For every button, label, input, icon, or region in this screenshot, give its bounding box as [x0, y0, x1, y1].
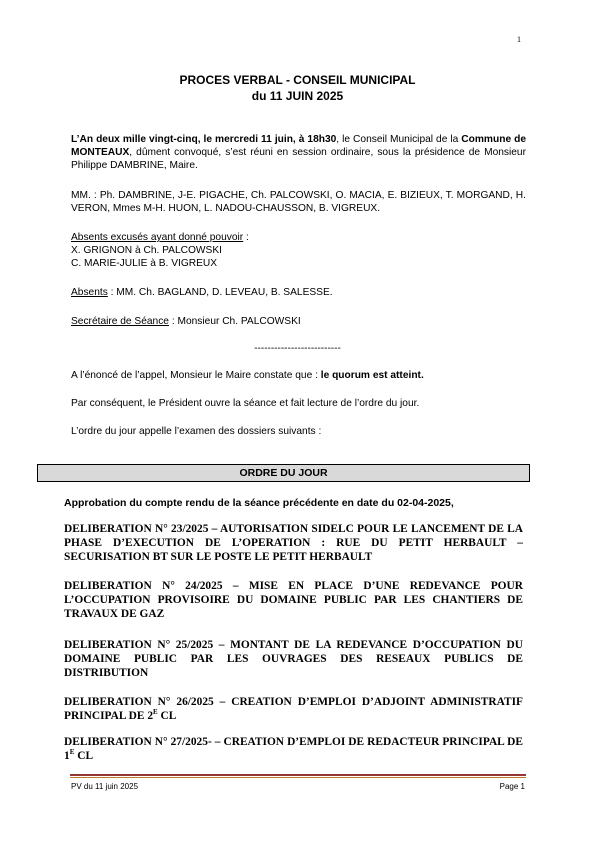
document-title [0, 72, 595, 104]
secretary-label: Secrétaire de Séance [71, 316, 169, 327]
agenda-item-23: DELIBERATION N° 23/2025 – AUTORISATION SIDELC POUR LE LANCEMENT DE LA PHASE D’EXECUTION DE L’OPERATION : RUE DU PETIT HERBAULT – SECURISATION BT SUR LE POSTE LE PETIT HERBAULT [64, 523, 523, 563]
agenda-item-27 [64, 735, 523, 763]
footer-rule-light [70, 777, 526, 778]
excused-colon: : [243, 232, 249, 243]
quorum-line [71, 369, 526, 382]
agenda-item-27-sup: E [69, 748, 75, 757]
agenda-item-26 [64, 695, 523, 723]
page-number: 1 [517, 35, 521, 44]
absents-line [71, 286, 526, 299]
absents-label: Absents [71, 287, 108, 298]
footer-right: Page 1 [499, 782, 525, 791]
absents-text: : MM. Ch. BAGLAND, D. LEVEAU, B. SALESSE. [107, 287, 333, 298]
excused-block [71, 231, 526, 270]
intro-date: L’An deux mille vingt-cinq, le mercredi 11 juin, à 18h30 [71, 134, 337, 145]
agenda-item-26-end: CL [157, 710, 177, 722]
title-line-2: du 11 JUIN 2025 [251, 89, 344, 103]
agenda-item-26-text: DELIBERATION N° 26/2025 – CREATION D’EMPLOI D’ADJOINT ADMINISTRATIF PRINCIPAL DE 2 [64, 696, 523, 722]
agenda-intro: L’ordre du jour appelle l’examen des dossiers suivants : [71, 426, 322, 437]
footer-left: PV du 11 juin 2025 [71, 782, 139, 791]
agenda-item-26-sup: E [153, 708, 158, 717]
intro-commune: Commune de MONTEAUX [71, 134, 526, 158]
secretary-line [71, 315, 526, 328]
agenda-item-24: DELIBERATION N° 24/2025 – MISE EN PLACE D’UNE REDEVANCE POUR L’OCCUPATION PROVISOIRE DU DOMAINE PUBLIC PAR LES CHANTIERS DE TRAVAUX DE GAZ [64, 580, 523, 620]
agenda-item-27-end: CL [74, 750, 94, 762]
ordre-du-jour-header: ORDRE DU JOUR [37, 464, 530, 482]
quorum-bold: le quorum est atteint. [320, 370, 424, 381]
intro-text-2: , dûment convoqué, s’est réuni en session ordinaire, sous la présidence de Monsieur Philippe DAMBRINE, Maire. [71, 147, 526, 171]
footer-rule-dark [70, 774, 526, 776]
agenda-item-27-text: DELIBERATION N° 27/2025- – CREATION D’EMPLOI DE REDACTEUR PRINCIPAL DE 1 [64, 736, 523, 762]
excused-label: Absents excusés ayant donné pouvoir [71, 232, 244, 243]
excused-line-1: X. GRIGNON à Ch. PALCOWSKI [71, 245, 222, 256]
agenda-item-25: DELIBERATION N° 25/2025 – MONTANT DE LA REDEVANCE D’OCCUPATION DU DOMAINE PUBLIC PAR LES OUVRAGES DES RESEAUX PUBLICS DE DISTRIBUTION [64, 639, 523, 679]
excused-line-2: C. MARIE-JULIE à B. VIGREUX [71, 258, 218, 269]
separator-line: -------------------------- [254, 343, 341, 354]
intro-text-1: , le Conseil Municipal de la [336, 134, 462, 145]
secretary-text: : Monsieur Ch. PALCOWSKI [168, 316, 301, 327]
intro-paragraph [71, 133, 526, 172]
quorum-text: A l’énoncé de l’appel, Monsieur le Maire constate que : [71, 370, 321, 381]
agenda-item-approval: Approbation du compte rendu de la séance précédente en date du 02-04-2025, [64, 497, 454, 509]
opening-line: Par conséquent, le Président ouvre la séance et fait lecture de l’ordre du jour. [71, 398, 420, 409]
members-present: MM. : Ph. DAMBRINE, J-E. PIGACHE, Ch. PALCOWSKI, O. MACIA, E. BIZIEUX, T. MORGAND, H. VERON, Mmes M-H. HUON, L. NADOU-CHAUSSON, B. VIGREUX. [71, 190, 526, 214]
title-line-1: PROCES VERBAL - CONSEIL MUNICIPAL [179, 73, 416, 87]
excused-heading [71, 231, 526, 244]
